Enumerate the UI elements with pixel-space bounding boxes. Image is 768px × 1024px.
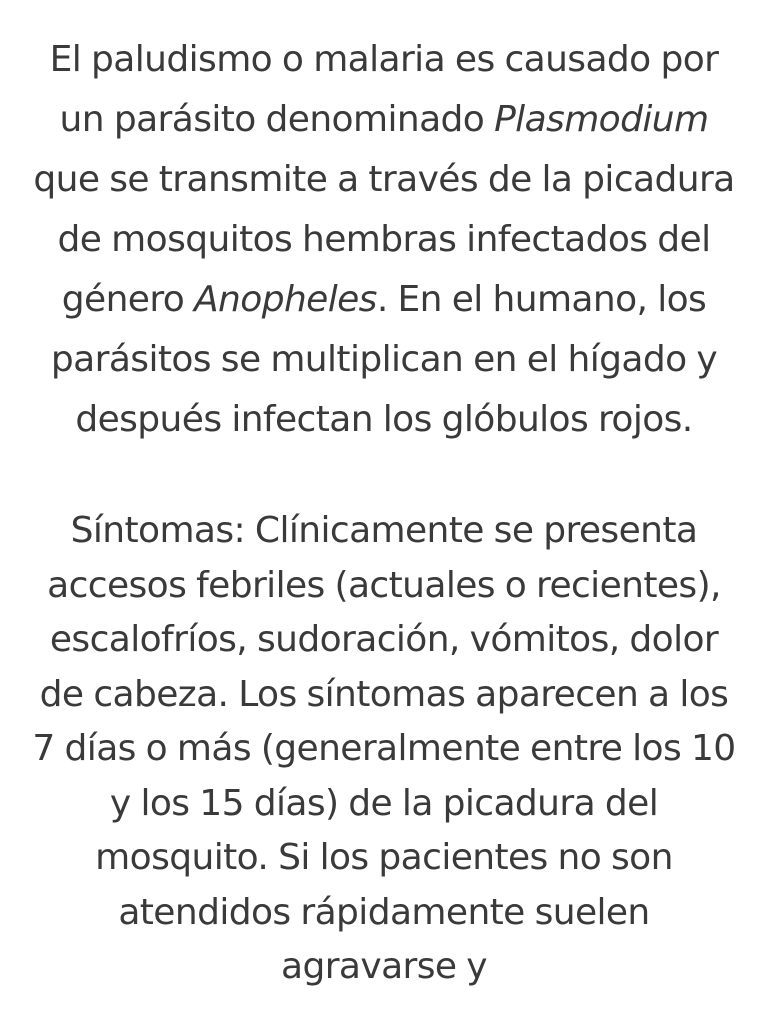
- intro-text-1: El paludismo o malaria es causado por un parásito denominado: [49, 39, 719, 140]
- anopheles-term: Anopheles: [194, 279, 377, 320]
- intro-text-3: . En el humano, los parásitos se multiplican en el hígado y después infectan los glóbulos rojos.: [50, 279, 718, 440]
- plasmodium-term: Plasmodium: [494, 99, 709, 140]
- symptoms-paragraph: [28, 504, 740, 995]
- intro-paragraph: [28, 0, 740, 450]
- intro-text-2: que se transmite a través de la picadura de mosquitos hembras infectados del género: [33, 159, 735, 320]
- symptoms-text: Síntomas: Clínicamente se presenta accesos febriles (actuales o recientes), escalofríos, sudoración, vómitos, dolor de cabeza. Los síntomas aparecen a los 7 días o más (generalmente entre los 10 y los 15 días) de la picadura del mosquito. Si los pacientes no son atendidos rápidamente suelen agravarse y: [32, 510, 736, 987]
